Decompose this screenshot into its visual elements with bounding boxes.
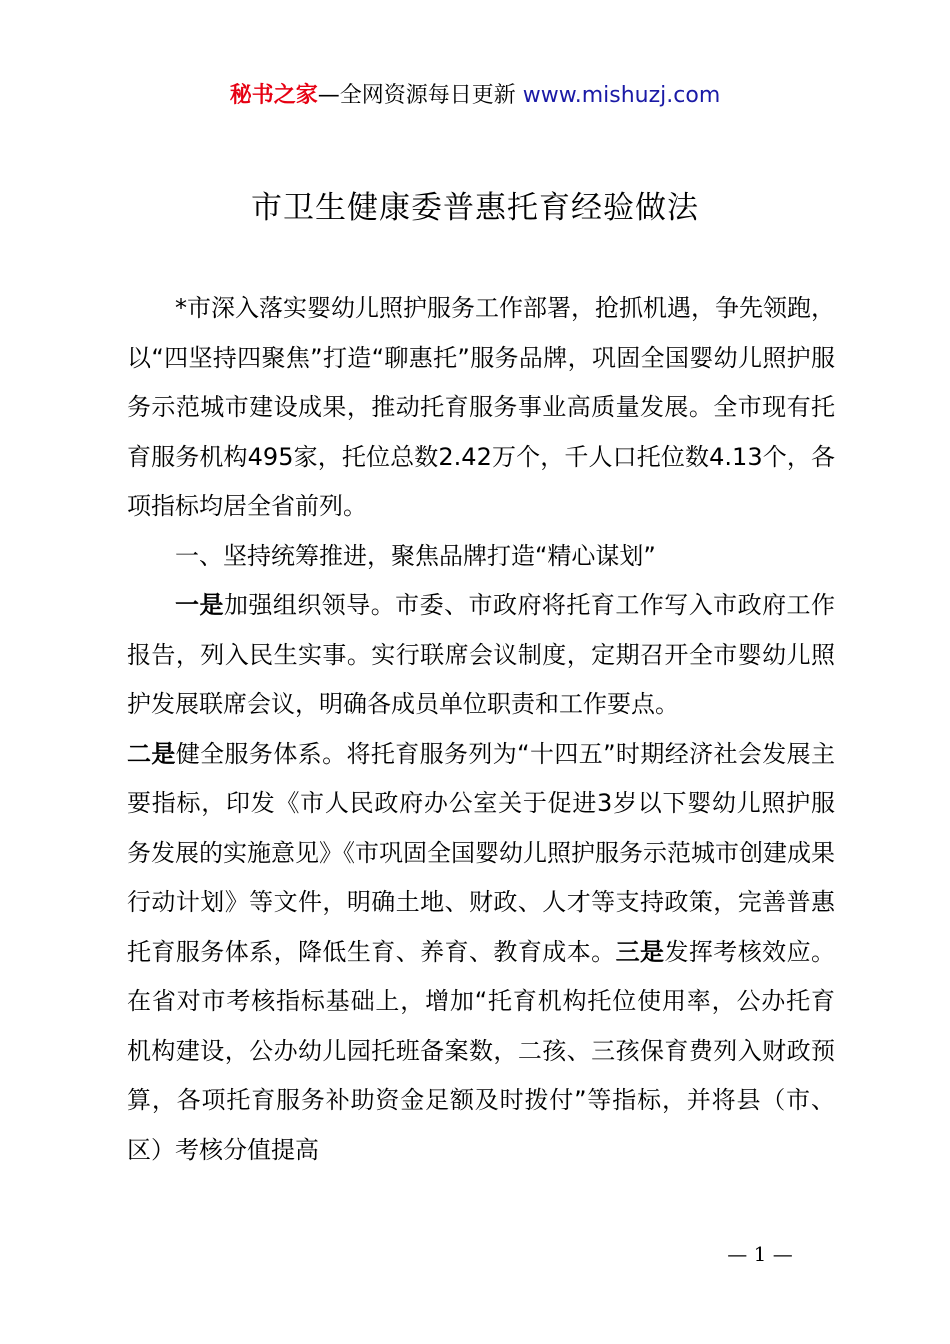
site-url: www.mishuzj.com bbox=[522, 83, 721, 108]
page-number: — 1 — bbox=[727, 1242, 793, 1266]
lead-marker: 三是 bbox=[615, 937, 665, 966]
document-title: 市卫生健康委普惠托育经验做法 bbox=[251, 190, 699, 226]
lead-marker: 一是 bbox=[175, 591, 224, 619]
body-paragraph bbox=[127, 730, 835, 1176]
header-slogan: —全网资源每日更新 bbox=[317, 83, 523, 108]
intro-paragraph: *市深入落实婴幼儿照护服务工作部署，抢抓机遇，争先领跑，以“四坚持四聚焦”打造“聊惠托”服务品牌，巩固全国婴幼儿照护服务示范城市建设成果，推动托育服务事业高质量发展。全市现有托育服务机构495家，托位总数2.42万个，千人口托位数4.13个，各项指标均居全省前列。 bbox=[127, 294, 835, 520]
section-heading: 一、坚持统筹推进，聚焦品牌打造“精心谋划” bbox=[175, 541, 656, 570]
paragraph-text: 健全服务体系。将托育服务列为“十四五”时期经济社会发展主要指标，印发《市人民政府办公室关于促进3岁以下婴幼儿照护服务发展的实施意见》《市巩固全国婴幼儿照护服务示范城市创建成果行动计划》等文件，明确土地、财政、人才等支持政策，完善普惠托育服务体系，降低生育、养育、教育成本。 bbox=[127, 739, 836, 966]
lead-marker: 二是 bbox=[127, 739, 176, 768]
document-body bbox=[127, 284, 835, 1175]
body-paragraph bbox=[127, 581, 835, 730]
paragraph-text: 发挥考核效应。在省对市考核指标基础上，增加“托育机构托位使用率，公办托育机构建设，公办幼儿园托班备案数，二孩、三孩保育费列入财政预算，各项托育服务补助资金足额及时拨付”等指标，并将县（市、区）考核分值提高 bbox=[127, 937, 836, 1164]
paragraph-text: 加强组织领导。市委、市政府将托育工作写入市政府工作报告，列入民生实事。实行联席会议制度，定期召开全市婴幼儿照护发展联席会议，明确各成员单位职责和工作要点。 bbox=[127, 591, 836, 718]
brand-name: 秘书之家 bbox=[229, 83, 318, 108]
site-header bbox=[0, 80, 950, 112]
